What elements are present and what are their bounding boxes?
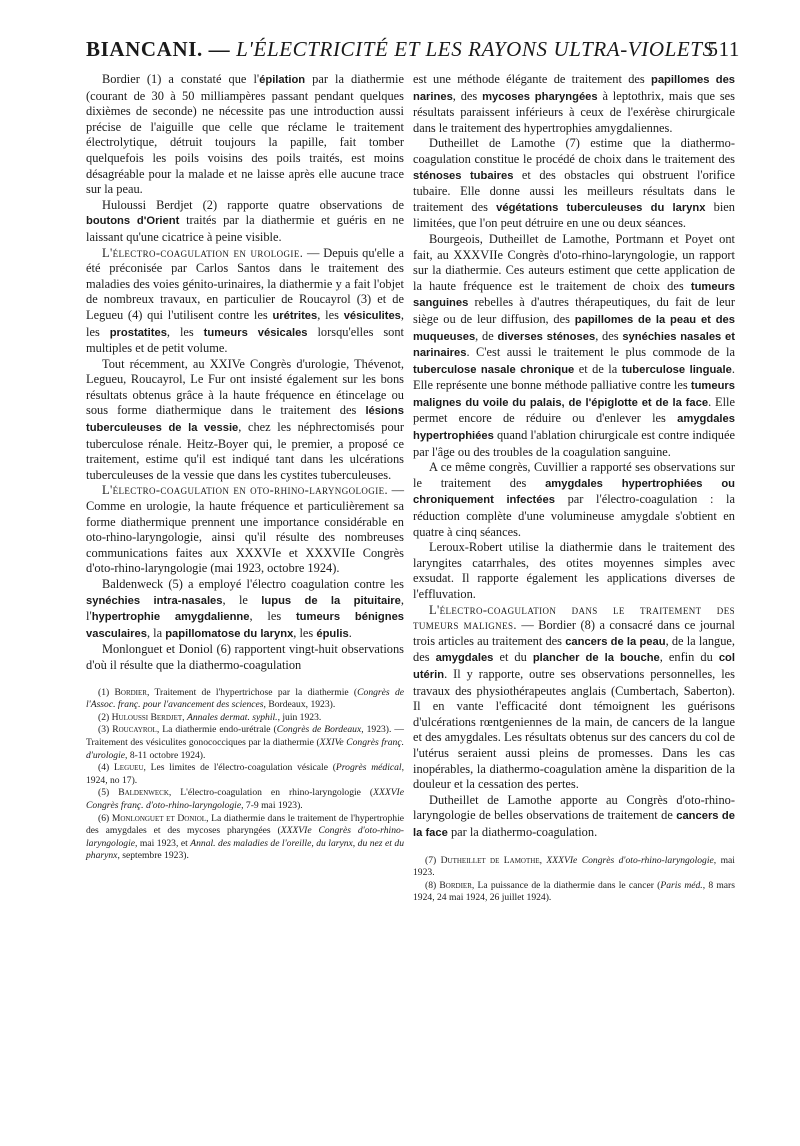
header-author: BIANCANI. — <box>86 37 231 61</box>
paragraph-urologie: L'électro-coagulation en urologie. — Depuis qu'elle a été préconisée par Carlos Santos dans le traitement des maladies des voies génito-urinaires, la diathermie y a fait l'objet de nombreux travaux, en particulier de Roucayrol (3) et de Legueu (4) qui l'utilisent contre les urétrites, les vésiculites, les prostatites, les tumeurs vésicales lorsqu'elles sont multiples et de petit volume. <box>86 245 405 356</box>
footnote-8: (8) Bordier, La puissance de la diathermie dans le cancer (Paris méd., 8 mars 1924, 24 mai 1924, 26 juillet 1924). <box>413 879 735 904</box>
paragraph-boutons-orient: Huloussi Berdjet (2) rapporte quatre observations de boutons d'Orient traités par la diathermie et guéris en ne laissant qu'une cicatrice à peine visible. <box>86 197 404 244</box>
page-number: 511 <box>707 37 740 61</box>
paragraph-oto-rhino: L'électro-coagulation en oto-rhino-laryngologie. — Comme en urologie, la haute fréquence et particulièrement sa forme diathermique prennent une importance considérable en oto-rhino-laryngologie, ainsi qu'il résulte des nombreuses communications faites aux XXXVIe et XXXVIIe Congrès d'oto-rhino-laryngologie (mai 1923, octobre 1924). <box>86 483 404 576</box>
paragraph-cancers-face: Dutheillet de Lamothe apporte au Congrès d'oto-rhino-laryngologie de belles observations de traitement de cancers de la face par la diathermo-coagulation. <box>413 792 735 839</box>
paragraph-monlonguet: Monlonguet et Doniol (6) rapportent vingt-huit observations d'où il résulte que la diathermo-coagulation <box>86 642 404 672</box>
footnote-6: (6) Monlonguet et Doniol, La diathermie dans le traitement de l'hypertrophie des amygdales et des mycoses pharyngées (XXXVIe Congrès d'oto-rhino-laryngologie, mai 1923, et Annal. des maladies de l'oreille, du larynx, du nez et du pharynx, septembre 1923). <box>86 812 404 862</box>
paragraph-bourgeois: Bourgeois, Dutheillet de Lamothe, Portmann et Poyet ont fait, au XXXVIIe Congrès d'oto-rhino-laryngologie, un rapport sur la diathermie. Ces auteurs estiment que cette application de la haute fréquence est le traitement de choix des tumeurs sanguines rebelles à d'autres thérapeutiques, du fait de leur siège ou de leur diffusion, des papillomes de la peau et des muqueuses, de diverses sténoses, des synéchies nasales et narinaires. C'est aussi le traitement le plus commode de la tuberculose nasale chronique et de la tuberculose linguale. Elle représente une bonne méthode palliative contre les tumeurs malignes du voile du palais, de l'épiglotte et de la face. Elle permet encore de réduire ou d'enlever les amygdales hypertrophiées quand l'ablation chirurgicale est contre indiquée par l'âge ou des troubles de la coagulation sanguine. <box>413 231 735 459</box>
footnote-2: (2) Huloussi Berdjet, Annales dermat. syphil., juin 1923. <box>98 711 322 723</box>
paragraph-congres-urologie: Tout récemment, au XXIVe Congrès d'urologie, Thévenot, Legueu, Roucayrol, Le Fur ont insisté également sur les bons résultats obtenus grâce à la haute fréquence en étincelage ou sous forme diathermique dans le traitement des lésions tuberculeuses de la vessie, chez les néphrectomisés pour tuberculose rénale. Heitz-Boyer qui, le premier, a proposé ce traitement, estime qu'il est indiqué tant dans les ulcérations tuberculeuses de la vessie que dans les cystites tuberculeuses. <box>86 356 404 482</box>
left-column <box>86 72 404 863</box>
paragraph-leroux-robert: Leroux-Robert utilise la diathermie dans le traitement des laryngites catarrhales, des otites moyennes simples avec exsudat. Il rapporte également les applications diverses de l'effluvation. <box>413 540 735 601</box>
header-title: L'ÉLECTRICITÉ ET LES RAYONS ULTRA-VIOLETS <box>236 37 714 61</box>
footnote-4: (4) Legueu, Les limites de l'électro-coagulation vésicale (Progrès médical, 1924, no 17). <box>86 762 404 786</box>
paragraph-cuvillier: A ce même congrès, Cuvillier a rapporté ses observations sur le traitement des amygdales hypertrophiées ou chroniquement infectées par l'électro-coagulation : la réduction complète d'une volumineuse amygdale s'obtient en quatre à cinq séances. <box>413 460 735 539</box>
footnote-5: (5) Baldenweck, L'électro-coagulation en rhino-laryngologie (XXXVIe Congrès franç. d'oto-rhino-laryngologie, 7-9 mai 1923). <box>86 787 405 811</box>
paragraph-baldenweck: Baldenweck (5) a employé l'électro coagulation contre les synéchies intra-nasales, le lupus de la pituitaire, l'hypertrophie amygdalienne, les tumeurs bénignes vasculaires, la papillomatose du larynx, les épulis. <box>86 577 405 640</box>
footnote-3: (3) Roucayrol, La diathermie endo-urétrale (Congrès de Bordeaux, 1923). — Traitement des vésiculites gonococciques par la diathermie (XXIVe Congrès franç. d'urologie, 8-11 octobre 1924). <box>86 724 404 761</box>
footnote-1: (1) Bordier, Traitement de l'hypertrichose par la diathermie (Congrès de l'Assoc. franç. pour l'avancement des sciences, Bordeaux, 1923). <box>86 686 404 711</box>
running-header <box>86 37 740 65</box>
footnotes-left <box>86 687 404 863</box>
right-column <box>413 72 735 905</box>
footnotes-right <box>413 855 735 905</box>
paragraph-continuation: est une méthode élégante de traitement des papillomes des narines, des mycoses pharyngées à leptothrix, mais que ses résultats paraissent inférieurs à ceux de l'exérèse chirurgicale dans le traitement des hypertrophies amygdaliennes. <box>413 72 736 135</box>
paragraph-tumeurs-malignes: L'électro-coagulation dans le traitement des tumeurs malignes. — Bordier (8) a consacré dans ce journal trois articles au traitement des cancers de la peau, de la langue, des amygdales et du plancher de la bouche, enfin du col utérin. Il y rapporte, outre ses observations personnelles, les travaux des physiothérapeutes anglais (Cumbertach, Saberton). Il en vante l'efficacité dont témoignent les guérisons d'ulcérations rœntgeniennes de la main, de cancers de la langue et des amygdales. Les résultats obtenus sur des cancers du col de l'utérus seraient aussi pleins de promesses. Dans les cas inopérables, la diathermo-coagulation amène la disparition de la douleur et la cessation des pertes. <box>413 602 735 792</box>
paragraph-epilation: Bordier (1) a constaté que l'épilation par la diathermie (courant de 30 à 50 milliampères passant pendant quelques dixièmes de seconde) ne nécessite pas une introduction aussi précise de l'aiguille que celle que réclame le traitement électrolytique, détruit toujours la papille, fait tomber quelquefois les poils voisins des poils traités, est moins désagréable pour la malade et ne laisse après elle aucune trace sur la peau. <box>86 72 404 197</box>
footnote-7: (7) Dutheillet de Lamothe, XXXVIe Congrès d'oto-rhino-laryngologie, mai 1923. <box>413 854 735 879</box>
paragraph-dutheillet: Dutheillet de Lamothe (7) estime que la diathermo-coagulation constitue le procédé de choix dans le traitement des sténoses tubaires et des obstacles qui obstruent l'orifice tubaire. Elle donne aussi les meilleurs résultats dans le traitement des végétations tuberculeuses du larynx bien limitées, que l'on peut détruire en une ou deux séances. <box>413 136 735 231</box>
